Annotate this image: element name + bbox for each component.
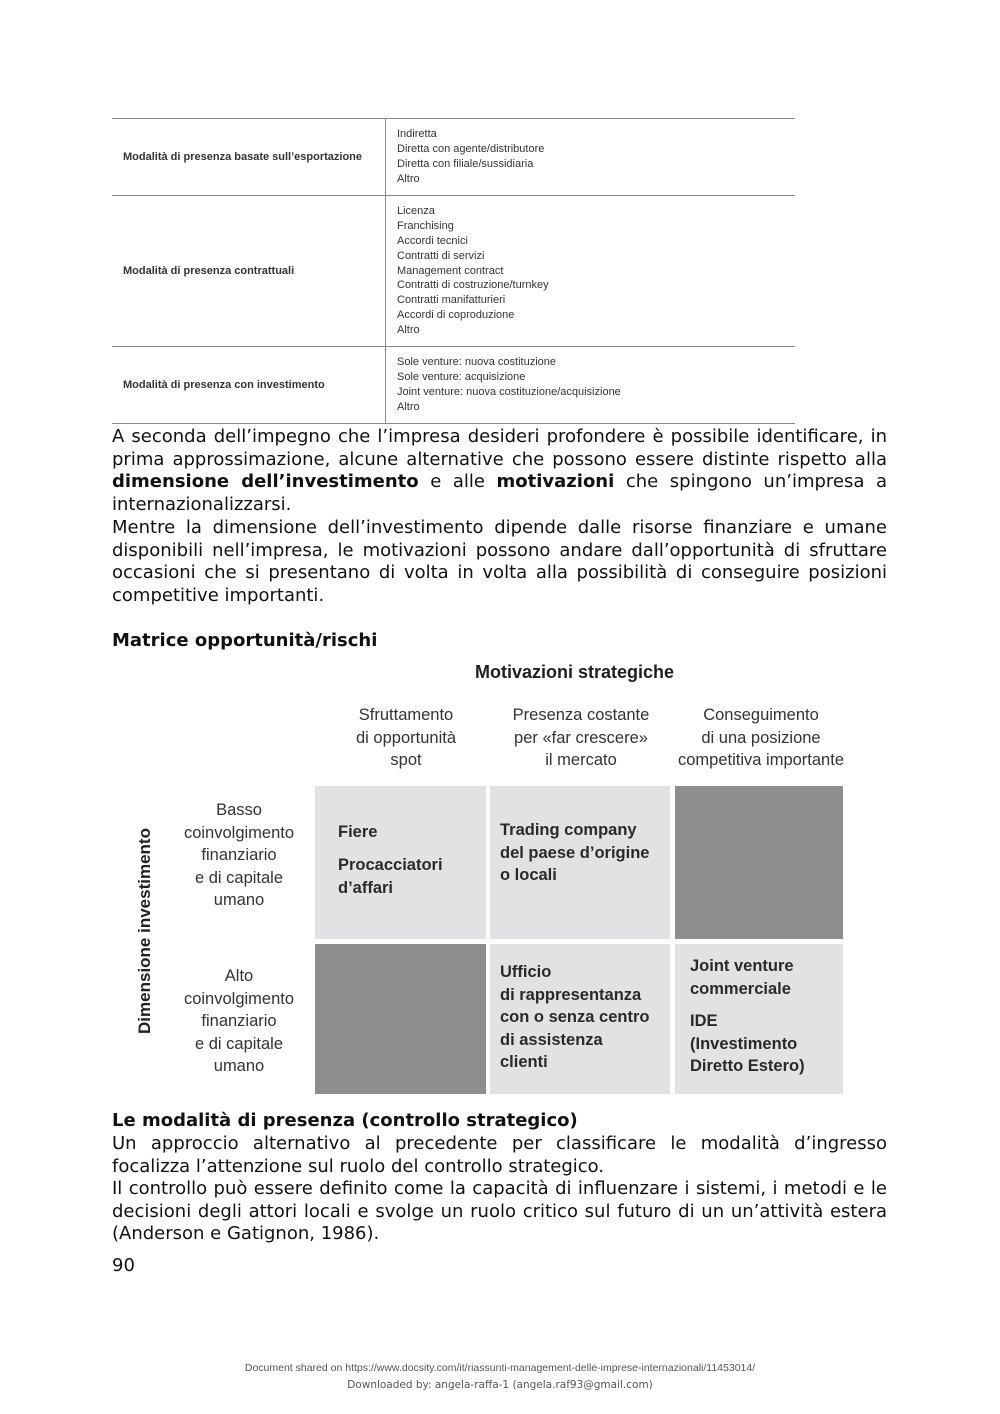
option-item: Accordi tecnici [397,235,468,247]
row-label: Modalità di presenza con investimento [112,347,386,424]
option-item: Accordi di coproduzione [397,308,515,321]
row-options [386,119,796,196]
column-header-line: Conseguimento [703,706,819,724]
column-header-line: di una posizione [701,728,821,747]
cell-text: d’affari [338,879,394,897]
row-header-line: coinvolgimento [183,823,295,842]
row-header-line: umano [213,1057,265,1075]
cell-text: commerciale [690,980,791,998]
matrix-cell [675,944,843,1094]
matrix-cell [315,786,486,939]
option-item: Joint venture: nuova costituzione/acquisizione [397,386,621,398]
paragraph-text: che spingono un’impresa a internazionalizzarsi. [112,471,887,516]
column-header [486,704,676,772]
option-item: Indiretta [397,128,437,141]
page-number: 90 [112,1255,135,1276]
matrix-cell [490,786,670,939]
option-item: Contratti di servizi [397,249,485,262]
column-header-line: competitiva importante [678,751,844,769]
paragraph-investment: Mentre la dimensione dell’investimento dipende dalle risorse finanziare e umane disponibili nell’impresa, le motivazioni possono andare dall’opportunità di sfruttare occasioni che si presentano di volta in volta alla possibilità di conseguire posizioni competitive importanti. [112,517,887,607]
matrix-title: Motivazioni strategiche [475,662,675,682]
table-row [112,196,795,347]
cell-text: clienti [500,1053,548,1071]
bold-term: motivazioni [496,471,615,493]
cell-text: di rappresentanza [500,986,642,1004]
footer-shared: Document shared on https://www.docsity.com/it/riassunti-management-delle-imprese-internazionali/11453014/ [244,1362,756,1374]
option-item: Diretta con filiale/sussidiaria [397,158,534,170]
cell-text: o locali [500,866,557,884]
paragraph-text: e alle [418,471,497,493]
option-item: Contratti di costruzione/turnkey [397,279,549,292]
row-header-line: umano [213,891,265,909]
paragraph-approach: Un approccio alternativo al precedente per classificare le modalità d’ingresso focalizza l’attenzione sul ruolo del controllo strategico. [112,1133,887,1177]
cell-text: Fiere [338,823,378,841]
cell-text: di assistenza [500,1031,603,1049]
column-header-line: Presenza costante [512,706,650,724]
option-item: Diretta con agente/distributore [397,143,545,156]
presence-modes-table [112,118,795,424]
section-heading: Matrice opportunità/rischi [112,630,378,651]
cell-text: Trading company [500,821,637,839]
option-item: Altro [397,323,420,336]
row-header-line: e di capitale [194,868,284,887]
column-header-line: per «far crescere» [514,728,648,747]
option-item: Franchising [397,220,454,233]
row-header-line: coinvolgimento [183,989,295,1008]
cell-text: con o senza centro [500,1008,650,1026]
table-row [112,119,795,196]
column-header-line: il mercato [545,751,617,769]
paragraph-control: Il controllo può essere definito come la capacità di influenzare i sistemi, i metodi e le decisioni degli attori locali e svolge un ruolo critico sul futuro di un un’attività estera (Anderson e Gatignon, 1986). [112,1178,887,1245]
column-header [663,704,859,772]
table-row [112,347,795,424]
option-item: Licenza [397,205,435,218]
option-item: Altro [397,172,420,185]
row-header-line: Basso [216,801,262,819]
column-header-line: di opportunità [356,728,456,747]
row-options [386,347,796,424]
row-header [168,799,310,912]
option-item: Altro [397,400,420,413]
cell-text: IDE [690,1012,718,1030]
cell-text: Diretto Estero) [690,1057,805,1075]
column-header [311,704,501,772]
row-header [168,965,310,1078]
option-item: Sole venture: nuova costituzione [397,356,556,369]
paragraph-text: A seconda dell’impegno che l’impresa desideri profondere è possibile identificare, in prima approssimazione, alcune alternative che possono essere distinte rispetto alla [112,426,887,470]
cell-text: (Investimento [690,1035,798,1053]
cell-text: Ufficio [500,963,552,981]
matrix-cell [490,944,670,1094]
option-item: Sole venture: acquisizione [397,371,526,384]
column-header-line: spot [390,751,422,769]
row-header-line: e di capitale [194,1034,284,1053]
row-header-line: finanziario [201,846,277,864]
cell-text: Procacciatori [338,856,443,874]
row-label: Modalità di presenza basate sull’esportazione [112,119,386,196]
column-header-line: Sfruttamento [358,706,454,724]
cell-text: Joint venture [690,957,794,975]
paragraph-intro [112,426,887,517]
row-label: Modalità di presenza contrattuali [112,196,386,347]
matrix-cell-empty [315,944,486,1094]
row-header-line: Alto [224,967,254,985]
footer-downloaded: Downloaded by: angela-raffa-1 (angela.raf93@gmail.com) [347,1379,653,1391]
cell-text: del paese d’origine [500,844,650,862]
y-axis-label-text: Dimensione investimento [135,828,154,1034]
option-item: Management contract [397,264,504,277]
option-item: Contratti manifatturieri [397,294,506,307]
bold-term: dimensione dell’investimento [112,471,419,493]
row-header-line: finanziario [201,1012,277,1030]
section-heading: Le modalità di presenza (controllo strategico) [112,1110,578,1131]
matrix-cell-empty [675,786,843,939]
row-options [386,196,796,347]
